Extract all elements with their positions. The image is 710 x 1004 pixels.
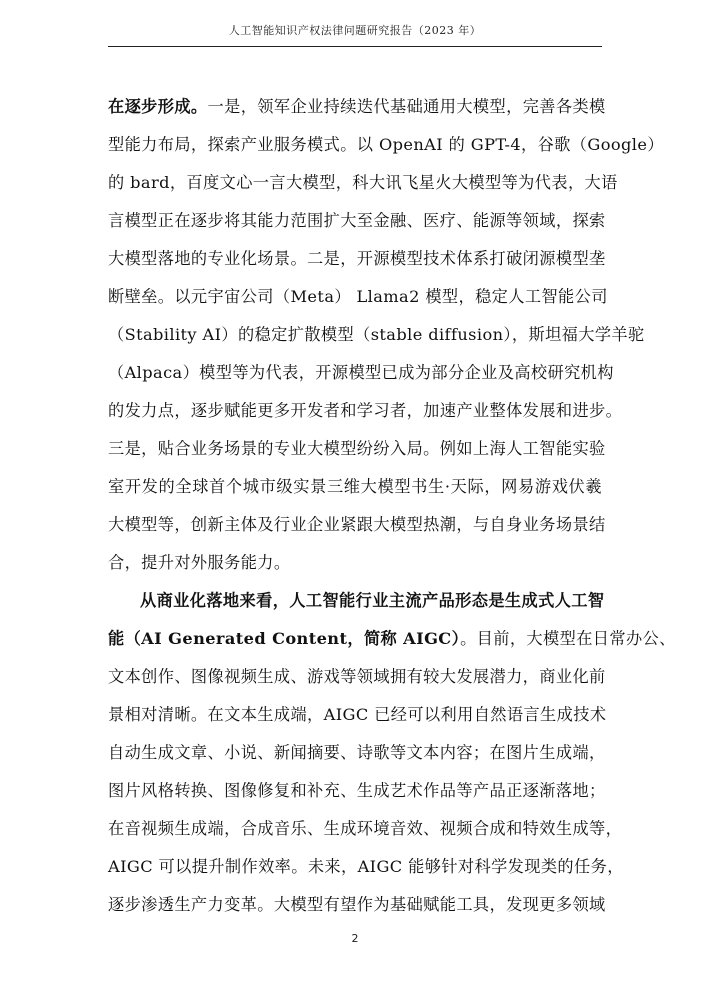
paragraph-line: 断壁垒。以元宇宙公司（Meta） Llama2 模型，稳定人工智能公司	[108, 287, 608, 306]
bold-lead-in: 从商业化落地来看，人工智能行业主流产品形态是生成式人工智	[140, 591, 605, 610]
paragraph-line: 逐步渗透生产力变革。大模型有望作为基础赋能工具，发现更多领域	[108, 895, 606, 914]
paragraph-line: 三是，贴合业务场景的专业大模型纷纷入局。例如上海人工智能实验	[108, 439, 606, 458]
paragraph-line	[108, 88, 606, 126]
paragraph-line: （Stability AI）的稳定扩散模型（stable diffusion），斯坦福大学羊驼	[108, 325, 645, 344]
text-run: 一是，领军企业持续迭代基础通用大模型，完善各类模	[207, 97, 606, 116]
paragraph-line	[108, 620, 676, 658]
paragraph-line: 文本创作、图像视频生成、游戏等领域拥有较大发展潜力，商业化前	[108, 667, 606, 686]
header-title: 人工智能知识产权法律问题研究报告（2023 年）	[228, 24, 482, 37]
paragraph-line: 在音视频生成端，合成音乐、生成环境音效、视频合成和特效生成等，	[108, 819, 623, 838]
text-run: 。目前，大模型在日常办公、	[460, 629, 676, 648]
bold-lead-in-continued: 能（AI Generated Content，简称 AIGC）	[108, 629, 461, 648]
paragraph-line: AIGC 可以提升制作效率。未来，AIGC 能够针对科学发现类的任务，	[108, 857, 624, 876]
bold-lead-in: 在逐步形成。	[108, 97, 208, 116]
paragraph-line: 大模型等，创新主体及行业企业紧跟大模型热潮，与自身业务场景结	[108, 515, 606, 534]
page-number: 2	[351, 932, 359, 945]
paragraph-line: 室开发的全球首个城市级实景三维大模型书生·天际，网易游戏伏羲	[108, 477, 602, 496]
paragraph-line: 言模型正在逐步将其能力范围扩大至金融、医疗、能源等领域，探索	[108, 211, 606, 230]
paragraph-line: 大模型落地的专业化场景。二是，开源模型技术体系打破闭源模型垄	[108, 249, 606, 268]
paragraph-last-line: 合，提升对外服务能力。	[108, 553, 291, 572]
paragraph-line: 型能力布局，探索产业服务模式。以 OpenAI 的 GPT-4，谷歌（Google）	[108, 135, 664, 154]
paragraph-2	[108, 582, 676, 924]
paragraph-line: 景相对清晰。在文本生成端，AIGC 已经可以利用自然语言生成技术	[108, 705, 607, 724]
paragraph-line: 的发力点，逐步赋能更多开发者和学习者，加速产业整体发展和进步。	[108, 401, 623, 420]
page-header	[108, 0, 602, 47]
document-body	[108, 88, 676, 924]
paragraph-1	[108, 88, 664, 582]
paragraph-line: 的 bard，百度文心一言大模型，科大讯飞星火大模型等为代表，大语	[108, 173, 618, 192]
paragraph-line: 自动生成文章、小说、新闻摘要、诗歌等文本内容；在图片生成端，	[108, 743, 606, 762]
paragraph-line: 图片风格转换、图像修复和补充、生成艺术作品等产品正逐渐落地；	[108, 781, 606, 800]
paragraph-line: （Alpaca）模型等为代表，开源模型已成为部分企业及高校研究机构	[108, 363, 614, 382]
